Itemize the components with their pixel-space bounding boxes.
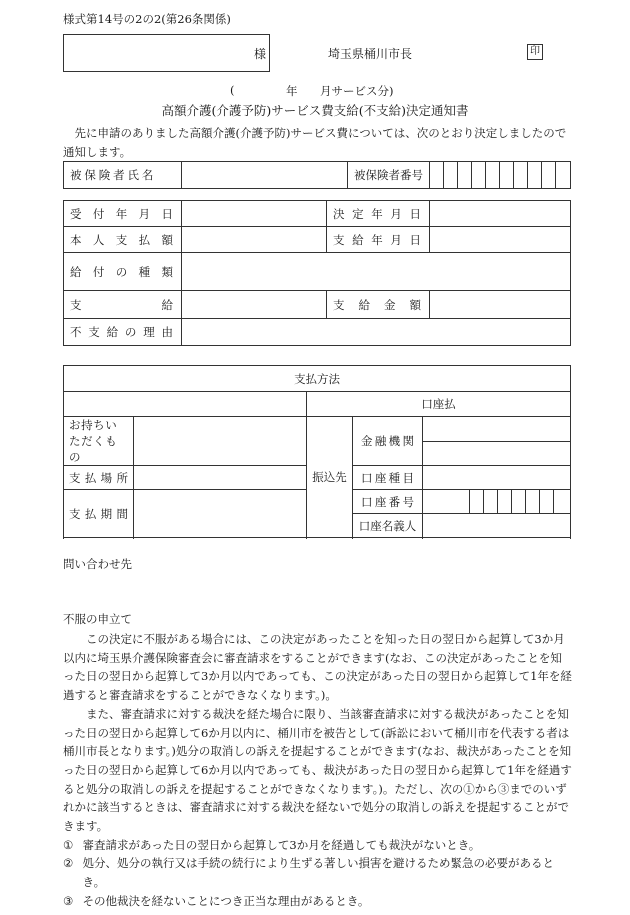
digit-box <box>512 490 526 514</box>
benefit-type-label: 給 付 の 種 類 <box>64 253 182 291</box>
digit-box <box>484 490 498 514</box>
objection-item-1: ① 審査請求があった日の翌日から起算して3か月を経過しても裁決がないとき。 <box>63 837 481 852</box>
account-number-spacer <box>423 490 470 514</box>
objection-heading: 不服の申立て <box>63 612 132 626</box>
pay-period-field <box>134 490 307 538</box>
receipt-date-field <box>182 201 327 227</box>
bring-items-field <box>134 417 307 466</box>
digit-box <box>556 162 571 189</box>
period-open: ( <box>230 83 235 97</box>
pay-place-label: 支 払 場 所 <box>64 466 134 490</box>
pay-date-field <box>430 227 571 253</box>
digit-box <box>500 162 514 189</box>
account-number-label: 口 座 番 号 <box>353 490 423 514</box>
pay-place-field <box>134 466 307 490</box>
objection-paragraph-2: また、審査請求に対する裁決を経た場合に限り、当該審査請求に対する裁決があったことを知った日の翌日から起算して6か月以内に、桶川市を被告として(訴訟において桶川市を代表する者は桶川市長となります。)処分の取消しの訴えを提起することができます(なお、裁決があったことを知った日の翌日から起算して6か月以内であっても、裁決があった日の翌日から起算して1年を経過すると処分の取消しの訴えを提起することができなくなります。)。ただし、次の①から③までのいずれかに該当するときは、審査請求に対する裁決を経ないで処分の取消しの訴えを提起することができます。 <box>63 706 572 834</box>
bank-field-top <box>423 417 571 442</box>
self-pay-field <box>182 227 327 253</box>
period-year: 年 <box>286 84 298 98</box>
payment-label: 支 給 <box>64 291 182 319</box>
non-payment-reason-label: 不 支 給 の 理 由 <box>64 319 182 346</box>
recipient-address-box <box>63 34 270 72</box>
account-type-field <box>423 466 571 490</box>
document-title: 高額介護(介護予防)サービス費支給(不支給)決定通知書 <box>161 103 469 118</box>
digit-box <box>430 162 444 189</box>
payment-amount-field <box>430 291 571 319</box>
digit-box <box>470 490 484 514</box>
issuer-name: 埼玉県桶川市長 <box>328 47 413 61</box>
digit-box <box>514 162 528 189</box>
insured-number-label: 被保険者番号 <box>348 162 430 189</box>
payment-method-title: 支払方法 <box>64 366 571 392</box>
objection-paragraph-1: この決定に不服がある場合には、この決定があったことを知った日の翌日から起算して3か月以内に埼玉県介護保険審査会に審査請求をすることができます(なお、この決定があったことを知った日の翌日から起算して3か月以内であっても、この決定があった日の翌日から起算して1年を経過すると審査請求をすることができなくなります。)。 <box>63 632 572 703</box>
inquiry-label: 問い合わせ先 <box>63 557 132 571</box>
digit-box <box>498 490 512 514</box>
digit-box <box>486 162 500 189</box>
digit-box <box>526 490 540 514</box>
period-month: 月サービス分) <box>320 84 394 98</box>
objection-notice <box>63 630 573 911</box>
insured-table <box>63 161 571 189</box>
pay-date-label: 支 給 年 月 日 <box>327 227 430 253</box>
transfer-to-label: 振込先 <box>307 417 353 538</box>
non-payment-reason-field <box>182 319 571 346</box>
honorific-sama: 様 <box>254 47 267 61</box>
account-type-label: 口 座 種 目 <box>353 466 423 490</box>
bring-items-label: お持ちいただくもの <box>64 417 134 466</box>
digit-box <box>472 162 486 189</box>
seal-mark: 印 <box>527 44 543 60</box>
bank-label: 金 融 機 関 <box>353 417 423 466</box>
decision-date-field <box>430 201 571 227</box>
digit-box <box>542 162 556 189</box>
benefit-type-field <box>182 253 571 291</box>
cash-payment-header <box>64 392 307 417</box>
intro-text: 先に申請のありました高額介護(介護予防)サービス費については、次のとおり決定しましたので通知します。 <box>63 126 567 159</box>
digit-box <box>458 162 472 189</box>
digit-box <box>444 162 458 189</box>
account-transfer-header: 口座払 <box>307 392 571 417</box>
pay-period-label: 支 払 期 間 <box>64 490 134 538</box>
receipt-date-label: 受 付 年 月 日 <box>64 201 182 227</box>
digit-box <box>528 162 542 189</box>
payment-method-table <box>63 365 571 538</box>
insured-name-label: 被保険者氏名 <box>64 162 182 189</box>
digit-box <box>554 490 571 514</box>
account-holder-field <box>423 514 571 538</box>
account-holder-label: 口座名義人 <box>353 514 423 538</box>
decision-table <box>63 200 571 346</box>
form-number: 様式第14号の2の2(第26条関係) <box>63 12 231 26</box>
digit-box <box>540 490 554 514</box>
objection-item-3: ③ その他裁決を経ないことにつき正当な理由があるとき。 <box>63 893 370 908</box>
decision-date-label: 決 定 年 月 日 <box>327 201 430 227</box>
bank-field-bottom <box>423 441 571 466</box>
objection-item-2: ② 処分、処分の執行又は手続の続行により生ずる著しい損害を避けるため緊急の必要があるとき。 <box>63 856 555 890</box>
payment-amount-label: 支 給 金 額 <box>327 291 430 319</box>
insured-name-field <box>182 162 348 189</box>
payment-field <box>182 291 327 319</box>
self-pay-label: 本 人 支 払 額 <box>64 227 182 253</box>
